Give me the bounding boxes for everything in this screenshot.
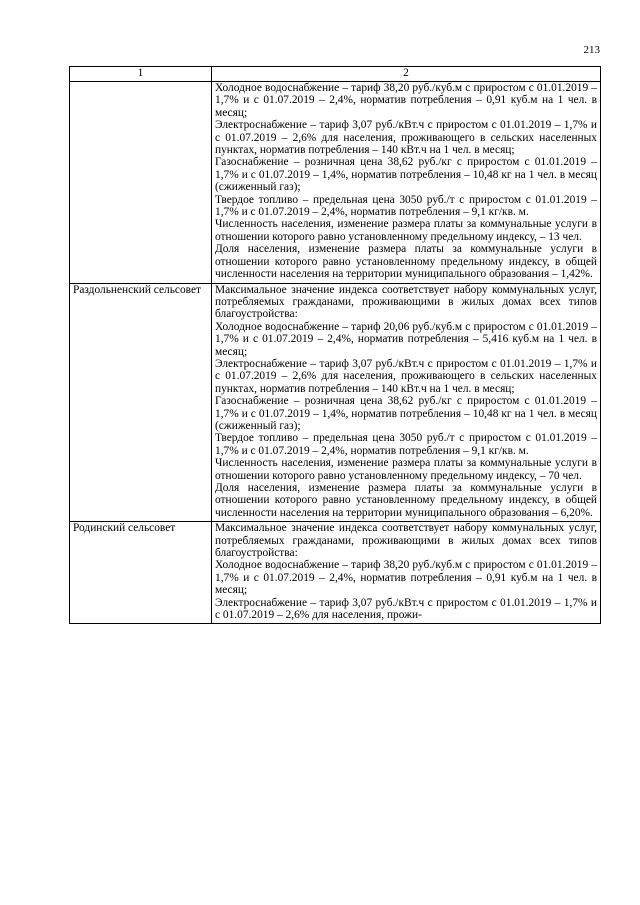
paragraph: Газоснабжение – розничная цена 38,62 руб./кг с приростом с 01.01.2019 – 1,7% и с 01.07.2019 – 1,4%, норматив потребления – 10,48 кг на 1 чел. в месяц (сжиженный газ); bbox=[215, 156, 597, 194]
paragraph: Твердое топливо – предельная цена 3050 руб./т с приростом с 01.01.2019 – 1,7% и с 01.07.2019 – 2,4%, норматив потребления – 9,1 кг/кв. м. bbox=[215, 432, 597, 457]
indicator-table bbox=[69, 66, 601, 624]
paragraph: Холодное водоснабжение – тариф 38,20 руб./куб.м с приростом с 01.01.2019 – 1,7% и с 01.07.2019 – 2,4%, норматив потребления – 0,91 куб.м на 1 чел. в месяц; bbox=[215, 82, 597, 119]
row-content bbox=[212, 522, 601, 624]
paragraph: Максимальное значение индекса соответствует набору коммунальных услуг, потребляемых гражданами, проживающими в жилых домах всех типов благоустройства: bbox=[215, 522, 597, 560]
row-content bbox=[212, 82, 601, 284]
column-header-1: 1 bbox=[70, 67, 212, 82]
paragraph: Максимальное значение индекса соответствует набору коммунальных услуг, потребляемых гражданами, проживающими в жилых домах всех типов благоустройства: bbox=[215, 283, 597, 321]
column-header-2: 2 bbox=[212, 67, 601, 82]
paragraph: Газоснабжение – розничная цена 38,62 руб./кг с приростом с 01.01.2019 – 1,7% и с 01.07.2019 – 1,4%, норматив потребления – 10,48 кг на 1 чел. в месяц (сжиженный газ); bbox=[215, 395, 597, 432]
paragraph: Холодное водоснабжение – тариф 38,20 руб./куб.м с приростом с 01.01.2019 – 1,7% и с 01.07.2019 – 2,4%, норматив потребления – 0,91 куб.м на 1 чел. в месяц; bbox=[215, 559, 597, 597]
table-row bbox=[70, 522, 601, 624]
page-number: 213 bbox=[583, 44, 600, 56]
municipality-name: Раздольненский сельсовет bbox=[70, 283, 212, 522]
row-content bbox=[212, 283, 601, 522]
table-row bbox=[70, 283, 601, 522]
table-header-row bbox=[70, 67, 601, 82]
table-row bbox=[70, 82, 601, 284]
municipality-name bbox=[70, 82, 212, 284]
paragraph: Численность населения, изменение размера платы за коммунальные услуги в отношении которого равно установленному предельному индексу, – 70 чел. bbox=[215, 457, 597, 482]
paragraph: Твердое топливо – предельная цена 3050 руб./т с приростом с 01.01.2019 – 1,7% и с 01.07.2019 – 2,4%, норматив потребления – 9,1 кг/кв. м. bbox=[215, 193, 597, 219]
paragraph: Доля населения, изменение размера платы за коммунальные услуги в отношении которого равно установленному предельному индексу, в общей численности населения на территории муниципального образования – 6,20%. bbox=[215, 482, 597, 519]
paragraph: Холодное водоснабжение – тариф 20,06 руб./куб.м с приростом с 01.01.2019 – 1,7% и с 01.07.2019 – 2,4%, норматив потребления – 5,416 куб.м на 1 чел. в месяц; bbox=[215, 320, 597, 358]
paragraph: Электроснабжение – тариф 3,07 руб./кВт.ч с приростом с 01.01.2019 – 1,7% и с 01.07.2019 – 2,6% для населения, прожи- bbox=[215, 596, 597, 622]
paragraph: Численность населения, изменение размера платы за коммунальные услуги в отношении которого равно установленному предельному индексу, – 13 чел. bbox=[215, 218, 597, 243]
paragraph: Электроснабжение – тариф 3,07 руб./кВт.ч с приростом с 01.01.2019 – 1,7% и с 01.07.2019 – 2,6% для населения, проживающего в сельских населенных пунктах, норматив потребления – 140 кВт.ч на 1 чел. в месяц; bbox=[215, 357, 597, 395]
municipality-name: Родинский сельсовет bbox=[70, 522, 212, 624]
paragraph: Электроснабжение – тариф 3,07 руб./кВт.ч с приростом с 01.01.2019 – 1,7% и с 01.07.2019 – 2,6% для населения, проживающего в сельских населенных пунктах, норматив потребления – 140 кВт.ч на 1 чел. в месяц; bbox=[215, 119, 597, 157]
paragraph: Доля населения, изменение размера платы за коммунальные услуги в отношении которого равно установленному предельному индексу, в общей численности населения на территории муниципального образования – 1,42%. bbox=[215, 243, 597, 281]
